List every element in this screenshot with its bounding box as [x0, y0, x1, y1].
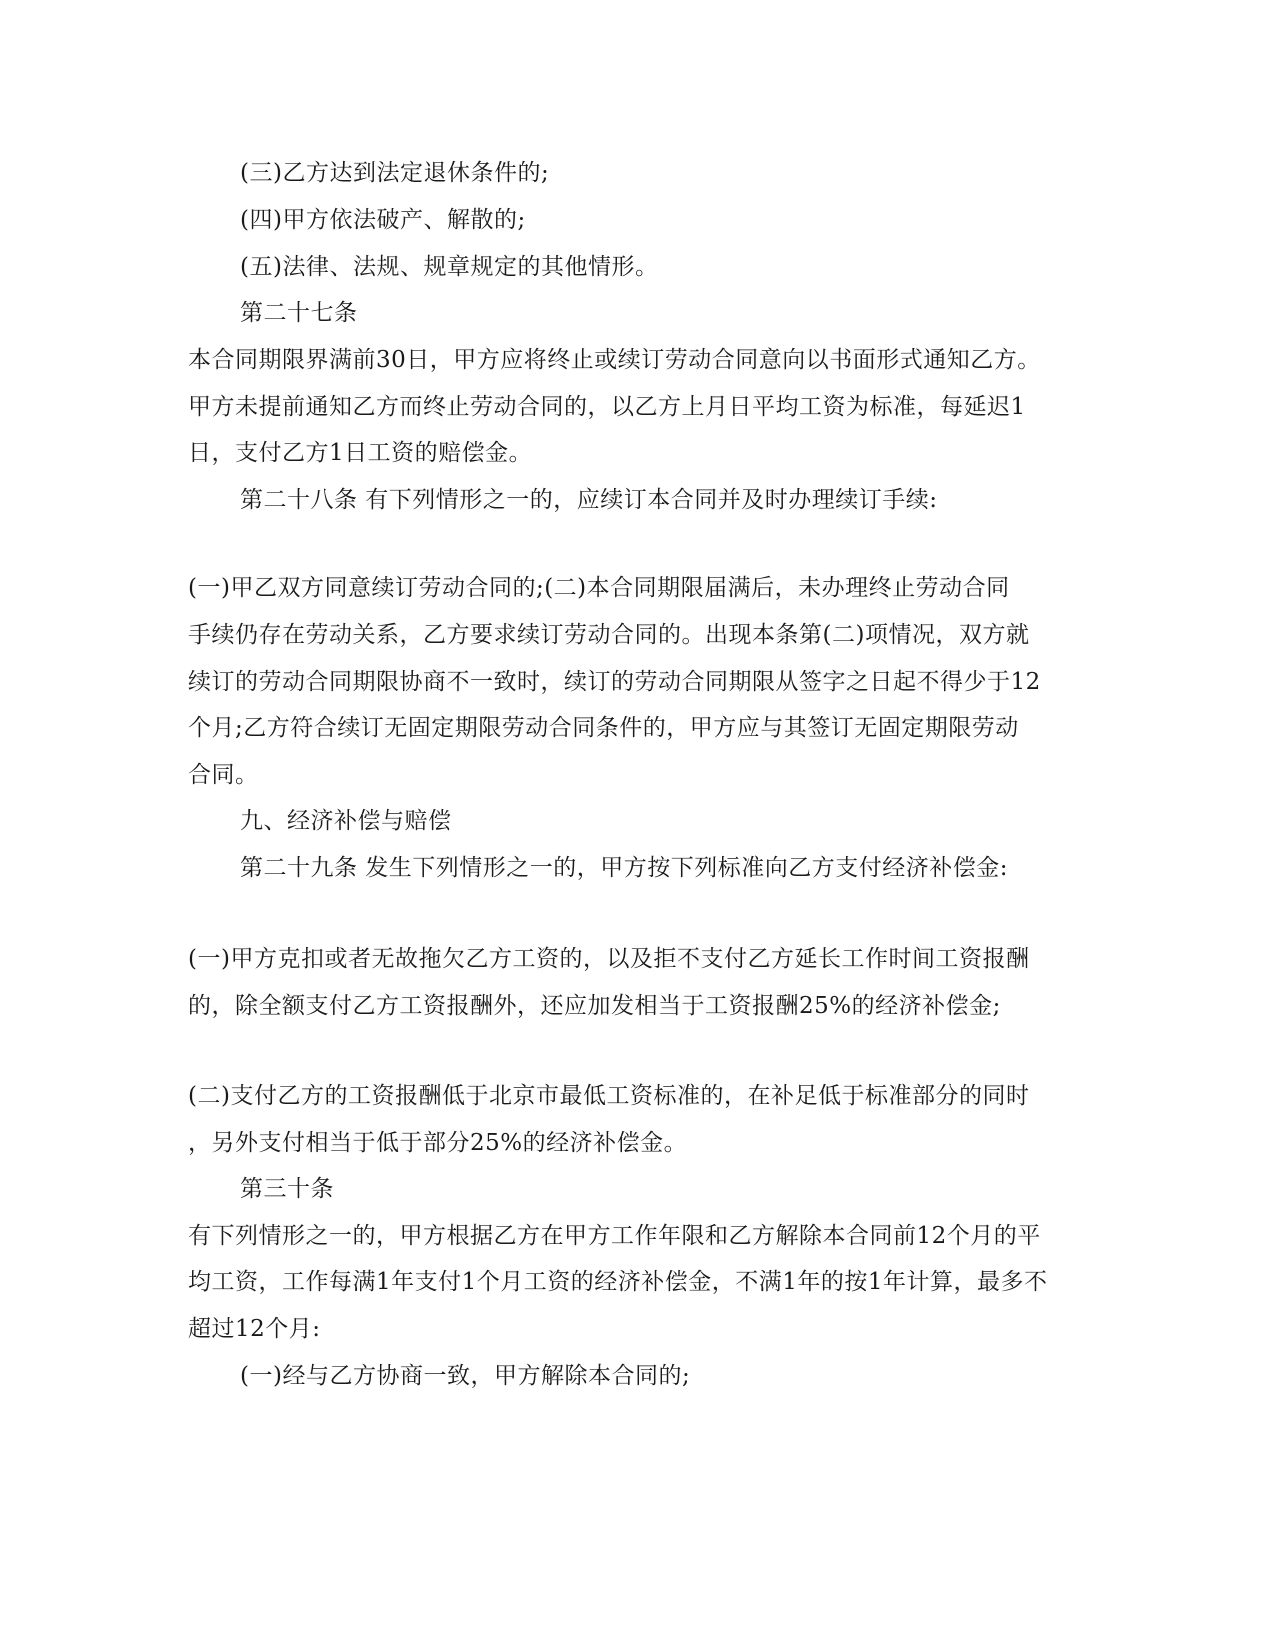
article-29-heading: 第二十九条 发生下列情形之一的，甲方按下列标准向乙方支付经济补偿金: — [240, 855, 1009, 881]
article-27-heading: 第二十七条 — [240, 300, 358, 326]
article-30-text-line-1: 有下列情形之一的，甲方根据乙方在甲方工作年限和乙方解除本合同前12个月的平 — [188, 1223, 1041, 1249]
clause-item-5: (五)法律、法规、规章规定的其他情形。 — [240, 254, 659, 280]
article-27-text-line-1: 本合同期限界满前30日，甲方应将终止或续订劳动合同意向以书面形式通知乙方。 — [188, 347, 1041, 373]
article-30-text-line-2: 均工资，工作每满1年支付1个月工资的经济补偿金，不满1年的按1年计算，最多不 — [188, 1269, 1048, 1295]
article-30-text-line-3: 超过12个月: — [188, 1316, 321, 1342]
article-29-item-1-line-2: 的，除全额支付乙方工资报酬外，还应加发相当于工资报酬25%的经济补偿金; — [188, 993, 1001, 1019]
article-28-text-line-1: (一)甲乙双方同意续订劳动合同的;(二)本合同期限届满后，未办理终止劳动合同 — [188, 575, 1010, 601]
article-30-item-1: (一)经与乙方协商一致，甲方解除本合同的; — [240, 1363, 691, 1389]
article-28-heading: 第二十八条 有下列情形之一的，应续订本合同并及时办理续订手续: — [240, 487, 938, 513]
article-28-text-line-4: 个月;乙方符合续订无固定期限劳动合同条件的，甲方应与其签订无固定期限劳动 — [188, 715, 1019, 741]
article-30-heading: 第三十条 — [240, 1176, 334, 1202]
section-9-heading: 九、经济补偿与赔偿 — [240, 808, 452, 834]
article-29-item-1-line-1: (一)甲方克扣或者无故拖欠乙方工资的，以及拒不支付乙方延长工作时间工资报酬 — [188, 946, 1030, 972]
article-29-item-2-line-1: (二)支付乙方的工资报酬低于北京市最低工资标准的，在补足低于标准部分的同时 — [188, 1083, 1030, 1109]
article-27-text-line-3: 日，支付乙方1日工资的赔偿金。 — [188, 440, 533, 466]
article-28-text-line-2: 手续仍存在劳动关系，乙方要求续订劳动合同的。出现本条第(二)项情况，双方就 — [188, 622, 1030, 648]
article-27-text-line-2: 甲方未提前通知乙方而终止劳动合同的，以乙方上月日平均工资为标准，每延迟1 — [188, 394, 1026, 420]
article-28-text-line-5: 合同。 — [188, 762, 259, 788]
article-29-item-2-line-2: ，另外支付相当于低于部分25%的经济补偿金。 — [188, 1130, 688, 1156]
clause-item-3: (三)乙方达到法定退休条件的; — [240, 160, 550, 186]
article-28-text-line-3: 续订的劳动合同期限协商不一致时，续订的劳动合同期限从签字之日起不得少于12 — [188, 669, 1041, 695]
clause-item-4: (四)甲方依法破产、解散的; — [240, 207, 526, 233]
